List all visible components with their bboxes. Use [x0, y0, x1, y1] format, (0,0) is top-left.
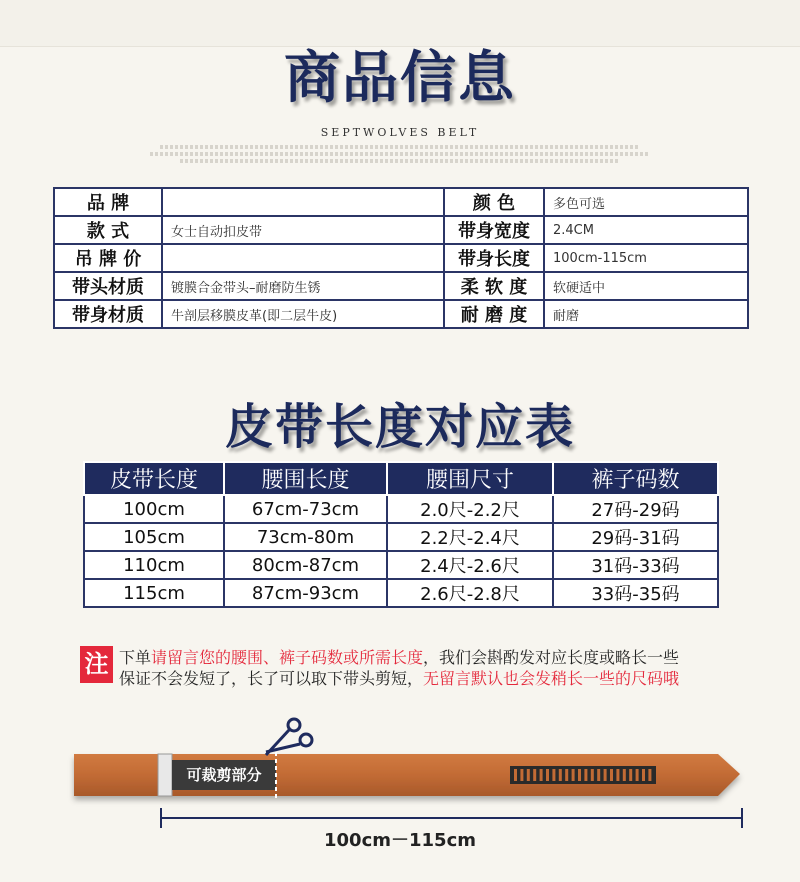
size-chart-header: 裤子码数: [553, 462, 718, 495]
size-chart-cell: 2.4尺-2.6尺: [387, 551, 553, 579]
note-badge: 注: [80, 646, 113, 683]
size-chart-header: 腰围长度: [224, 462, 387, 495]
scissors-icon: [266, 719, 312, 755]
size-chart-row: [84, 551, 718, 579]
info-value: 软硬适中: [544, 272, 748, 300]
product-info-table: [53, 187, 749, 329]
info-row: [54, 244, 748, 272]
size-chart-cell: 110cm: [84, 551, 224, 579]
note-line-2-highlight: 无留言默认也会发稍长一些的尺码哦: [423, 669, 680, 688]
cut-section-label: 可裁剪部分: [186, 766, 262, 784]
size-chart-cell: 73cm-80m: [224, 523, 387, 551]
info-value: 牛剖层移膜皮革(即二层牛皮): [162, 300, 444, 328]
ratchet-tooth: [648, 769, 651, 781]
info-row: [54, 272, 748, 300]
ratchet-tooth: [559, 769, 562, 781]
size-chart-table: [83, 461, 719, 608]
product-info-title: 商品信息: [284, 46, 516, 111]
info-value: 女士自动扣皮带: [162, 216, 444, 244]
ratchet-tooth: [540, 769, 543, 781]
ratchet-tooth: [642, 769, 645, 781]
info-label: 吊 牌 价: [54, 244, 162, 272]
info-value: 2.4CM: [544, 216, 748, 244]
ratchet-tooth: [591, 769, 594, 781]
ratchet-tooth: [629, 769, 632, 781]
info-value: [162, 244, 444, 272]
size-chart-cell: 67cm-73cm: [224, 495, 387, 523]
note-line-2: [119, 666, 679, 689]
size-chart-row: [84, 495, 718, 523]
size-chart-cell: 27码-29码: [553, 495, 718, 523]
ratchet-tooth: [546, 769, 549, 781]
size-chart-header: 皮带长度: [84, 462, 224, 495]
brand-fine-print-2: [150, 152, 650, 156]
ratchet-tooth: [572, 769, 575, 781]
ratchet-tooth: [623, 769, 626, 781]
info-label: 带身宽度: [444, 216, 544, 244]
info-label: 带头材质: [54, 272, 162, 300]
info-value: [162, 188, 444, 216]
info-label: 品 牌: [54, 188, 162, 216]
info-label: 款 式: [54, 216, 162, 244]
ratchet-tooth: [616, 769, 619, 781]
brand-fine-print-3: [180, 159, 620, 163]
size-chart-cell: 2.2尺-2.4尺: [387, 523, 553, 551]
info-row: [54, 216, 748, 244]
ratchet-tooth: [527, 769, 530, 781]
size-chart-cell: 80cm-87cm: [224, 551, 387, 579]
length-measure-line: [160, 817, 742, 819]
size-chart-cell: 100cm: [84, 495, 224, 523]
size-chart-cell: 31码-33码: [553, 551, 718, 579]
note-line-1-c: ，我们会斟酌发对应长度或略长一些: [423, 648, 680, 667]
ratchet-tooth: [565, 769, 568, 781]
size-chart-header: 腰围尺寸: [387, 462, 553, 495]
info-label: 带身长度: [444, 244, 544, 272]
info-row: [54, 300, 748, 328]
belt-ratchet-track: [510, 766, 656, 784]
size-chart-cell: 2.0尺-2.2尺: [387, 495, 553, 523]
ratchet-tooth: [604, 769, 607, 781]
size-chart-cell: 29码-31码: [553, 523, 718, 551]
info-value: 镀膜合金带头–耐磨防生锈: [162, 272, 444, 300]
note-line-2-a: 保证不会发短了，长了可以取下带头剪短，: [119, 669, 424, 688]
size-chart-title: 皮带长度对应表: [224, 399, 575, 455]
brand-name: SEPTWOLVES BELT: [320, 126, 480, 139]
info-label: 柔 软 度: [444, 272, 544, 300]
size-chart-cell: 105cm: [84, 523, 224, 551]
length-measure-start: [160, 808, 162, 828]
belt-buckle-icon: [158, 754, 172, 796]
size-chart-row: [84, 523, 718, 551]
ratchet-tooth: [514, 769, 517, 781]
length-measure-end: [741, 808, 743, 828]
ratchet-tooth: [552, 769, 555, 781]
size-chart-cell: 87cm-93cm: [224, 579, 387, 607]
size-chart-row: [84, 579, 718, 607]
size-chart-cell: 33码-35码: [553, 579, 718, 607]
info-label: 带身材质: [54, 300, 162, 328]
belt-diagram: [0, 700, 800, 810]
ratchet-tooth: [597, 769, 600, 781]
note-line-1-highlight: 请留言您的腰围、裤子码数或所需长度: [151, 648, 424, 667]
info-value: 耐磨: [544, 300, 748, 328]
note-line-1-a: 下单: [119, 648, 152, 667]
info-label: 颜 色: [444, 188, 544, 216]
info-row: [54, 188, 748, 216]
ratchet-tooth: [578, 769, 581, 781]
ratchet-tooth: [533, 769, 536, 781]
ratchet-tooth: [584, 769, 587, 781]
size-chart-cell: 2.6尺-2.8尺: [387, 579, 553, 607]
note-line-1: [119, 645, 679, 668]
info-value: 100cm-115cm: [544, 244, 748, 272]
ratchet-tooth: [610, 769, 613, 781]
brand-fine-print-1: [160, 145, 640, 149]
size-chart-cell: 115cm: [84, 579, 224, 607]
ratchet-tooth: [520, 769, 523, 781]
info-value: 多色可选: [544, 188, 748, 216]
info-label: 耐 磨 度: [444, 300, 544, 328]
length-range-label: 100cm－115cm: [324, 830, 476, 851]
ratchet-tooth: [636, 769, 639, 781]
